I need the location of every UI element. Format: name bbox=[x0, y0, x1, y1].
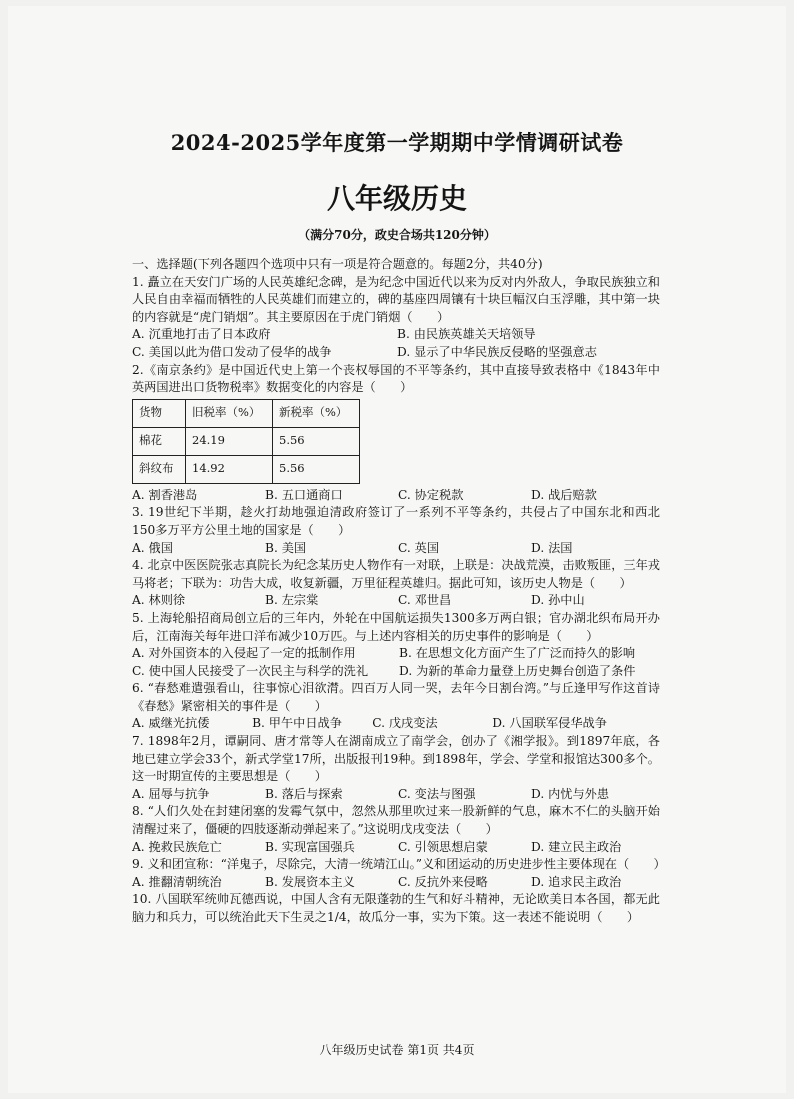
question-9-options bbox=[132, 874, 660, 892]
exam-content bbox=[132, 256, 666, 927]
option: D. 显示了中华民族反侵略的坚强意志 bbox=[397, 344, 597, 359]
option: C. 反抗外来侵略 bbox=[398, 874, 488, 889]
table-cell: 斜纹布 bbox=[133, 455, 186, 483]
option: D. 孙中山 bbox=[531, 593, 585, 608]
option: A. 挽救民族危亡 bbox=[132, 839, 222, 854]
option: A. 林则徐 bbox=[132, 593, 186, 608]
question-4-options bbox=[132, 592, 660, 610]
option: B. 落后与探索 bbox=[265, 786, 343, 801]
option: C. 使中国人民接受了一次民主与科学的洗礼 bbox=[132, 663, 369, 678]
table-cell: 24.19 bbox=[186, 427, 273, 455]
option: A. 沉重地打击了日本政府 bbox=[132, 327, 271, 342]
option: D. 战后赔款 bbox=[531, 487, 597, 502]
option: C. 英国 bbox=[398, 540, 440, 555]
table-header: 旧税率（%） bbox=[186, 399, 273, 427]
option: B. 在思想文化方面产生了广泛而持久的影响 bbox=[399, 646, 636, 661]
option: D. 法国 bbox=[531, 540, 573, 555]
table-cell: 5.56 bbox=[273, 455, 360, 483]
question-7: 7. 1898年2月，谭嗣同、唐才常等人在湖南成立了南学会，创办了《湘学报》。到1897年底，各地已建立学会33个，新式学堂17所，出版报刊19种。到1898年，学会、学堂和报馆达300多个。这一时期宣传的主要思想是（ ） bbox=[132, 734, 660, 784]
option: C. 协定税款 bbox=[398, 487, 464, 502]
question-7-options bbox=[132, 786, 660, 804]
question-6-options bbox=[132, 715, 660, 733]
option: B. 五口通商口 bbox=[265, 487, 343, 502]
option: A. 屈辱与抗争 bbox=[132, 786, 210, 801]
option: C. 美国以此为借口发动了侵华的战争 bbox=[132, 344, 332, 359]
option: D. 建立民主政治 bbox=[531, 839, 622, 854]
table-row bbox=[133, 455, 360, 483]
option: B. 实现富国强兵 bbox=[265, 839, 355, 854]
table-cell: 14.92 bbox=[186, 455, 273, 483]
question-9: 9. 义和团宣称：“洋鬼子，尽除完，大清一统靖江山。”义和团运动的历史进步性主要体现在（ ） bbox=[132, 857, 666, 872]
table-cell: 棉花 bbox=[133, 427, 186, 455]
page-footer: 八年级历史试卷 第1页 共4页 bbox=[319, 1043, 475, 1057]
option: B. 左宗棠 bbox=[265, 593, 319, 608]
option: A. 割香港岛 bbox=[132, 487, 198, 502]
question-8: 8. “人们久处在封建闭塞的发霉气氛中，忽然从那里吹过来一股新鲜的气息，麻木不仁的头脑开始清醒过来了，僵硬的四肢逐渐动弹起来了。”这说明戊戌变法（ ） bbox=[132, 804, 660, 837]
question-1-options bbox=[132, 326, 660, 361]
table-header-row bbox=[133, 399, 360, 427]
question-3-options bbox=[132, 540, 660, 558]
option: D. 内忧与外患 bbox=[531, 786, 610, 801]
table-cell: 5.56 bbox=[273, 427, 360, 455]
question-2: 2.《南京条约》是中国近代史上第一个丧权辱国的不平等条约，其中直接导致表格中《1843年中英两国进出口货物税率》数据变化的内容是（ ） bbox=[132, 362, 660, 395]
question-8-options bbox=[132, 839, 660, 857]
option: B. 发展资本主义 bbox=[265, 874, 355, 889]
table-header: 货物 bbox=[133, 399, 186, 427]
question-2-options bbox=[132, 487, 660, 505]
option: C. 变法与图强 bbox=[398, 786, 476, 801]
option: A. 威继光抗倭 bbox=[132, 716, 210, 731]
option: C. 戊戌变法 bbox=[372, 716, 438, 731]
exam-subject: 八年级历史 bbox=[326, 182, 467, 215]
option: A. 俄国 bbox=[132, 540, 173, 555]
option: D. 追求民主政治 bbox=[531, 874, 622, 889]
table-row bbox=[133, 427, 360, 455]
section-heading: 一、选择题(下列各题四个选项中只有一项是符合题意的。每题2分，共40分) bbox=[132, 257, 543, 271]
exam-note: （满分70分，政史合场共120分钟） bbox=[298, 228, 496, 242]
question-5-options bbox=[132, 645, 660, 680]
question-5: 5. 上海轮船招商局创立后的三年内，外轮在中国航运损失1300多万两白银；官办湖北织布局开办后，江南海关每年进口洋布减少10万匹。与上述内容相关的历史事件的影响是（ ） bbox=[132, 610, 660, 643]
option: B. 美国 bbox=[265, 540, 307, 555]
table-header: 新税率（%） bbox=[273, 399, 360, 427]
question-6: 6. “春愁难遣强看山，往事惊心泪欲潸。四百万人同一哭，去年今日割台湾。”与丘逢甲写作这首诗《春愁》紧密相关的事件是（ ） bbox=[132, 681, 660, 713]
option: A. 对外国资本的入侵起了一定的抵制作用 bbox=[132, 646, 356, 661]
exam-title: 2024-2025学年度第一学期期中学情调研试卷 bbox=[170, 130, 624, 155]
option: D. 八国联军侵华战争 bbox=[492, 716, 607, 731]
option: C. 邓世昌 bbox=[398, 593, 452, 608]
option: B. 甲午中日战争 bbox=[252, 716, 342, 731]
option: A. 推翻清朝统治 bbox=[132, 874, 222, 889]
question-1: 1. 矗立在天安门广场的人民英雄纪念碑，是为纪念中国近代以来为反对内外敌人，争取民族独立和人民自由幸福而牺牲的人民英雄们而建立的，碑的基座四周镶有十块巨幅汉白玉浮雕，其中第一块的内容就是“虎门销烟”。其主要原因在于虎门销烟（ ） bbox=[132, 274, 660, 324]
option: C. 引领思想启蒙 bbox=[398, 839, 488, 854]
question-10: 10. 八国联军统帅瓦德西说，中国人含有无限蓬勃的生气和好斗精神，无论欧美日本各国，都无此脑力和兵力，可以统治此天下生灵之1/4，故瓜分一事，实为下策。这一表述不能说明（ ） bbox=[132, 892, 660, 924]
option: B. 由民族英雄关天培领导 bbox=[397, 327, 536, 342]
option: D. 为新的革命力量登上历史舞台创造了条件 bbox=[399, 663, 636, 678]
question-3: 3. 19世纪下半期，趁火打劫地强迫清政府签订了一系列不平等条约，共侵占了中国东北和西北150多万平方公里土地的国家是（ ） bbox=[132, 505, 660, 537]
question-4: 4. 北京中医医院张志真院长为纪念某历史人物作有一对联，上联是：决战荒漠，击败叛匪，三年戎马将老；下联为：功告大成，收复新疆，万里征程英雄归。据此可知，该历史人物是（ ） bbox=[132, 558, 660, 590]
tax-rate-table bbox=[132, 399, 360, 484]
